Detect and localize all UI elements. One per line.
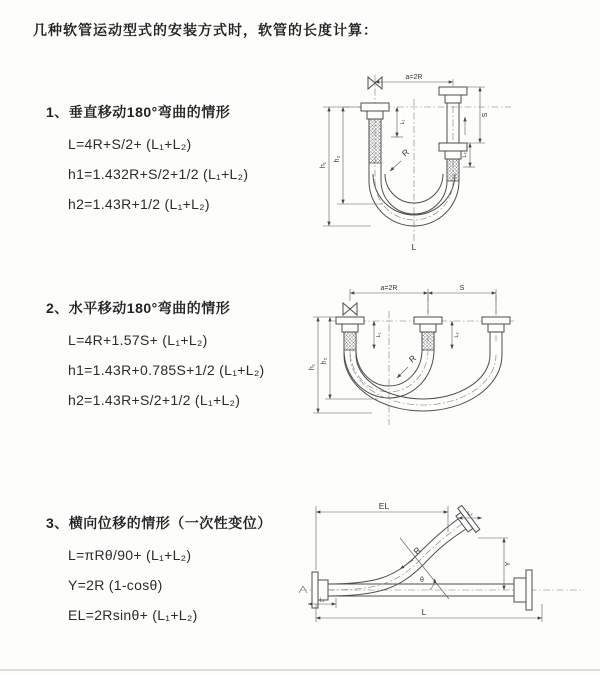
formula-line: L=4R+S/2+ (L₁+L₂) [68, 136, 192, 152]
dim-label-l1: L₁ [319, 597, 325, 604]
section-2-heading: 2、水平移动180°弯曲的情形 [46, 300, 231, 316]
dim-label-l2: L₂ [467, 511, 473, 517]
section-lateral-displacement [46, 513, 316, 637]
dim-label-a2r: a=2R [380, 285, 398, 292]
dim-label-a2r: a=2R [405, 74, 423, 81]
formula-line: h1=1.43R+0.785S+1/2 (L₁+L₂) [68, 362, 265, 378]
formula-line: EL=2Rsinθ+ (L₁+L₂) [68, 607, 198, 623]
scan-edge [0, 669, 600, 671]
formula-line: h2=1.43R+1/2 (L₁+L₂) [68, 196, 210, 212]
break-mark [299, 586, 307, 593]
dimensions [308, 501, 542, 622]
dim-label-y: Y [505, 561, 512, 567]
dim-label-s: S [482, 112, 489, 118]
braided-hose-section [369, 119, 381, 163]
diagram-vertical-180 [313, 73, 543, 253]
dim-label-l: L [411, 242, 417, 252]
dim-label-r: R [411, 545, 423, 557]
tilted-flange [453, 505, 480, 536]
dim-label-r: R [399, 146, 411, 159]
dim-label-el: EL [378, 501, 390, 511]
section-horizontal-180 [46, 298, 316, 422]
diagram-horizontal-180 [308, 283, 548, 455]
formula-line: L=4R+1.57S+ (L₁+L₂) [68, 332, 208, 348]
dim-label-h2: h₂ [334, 155, 341, 163]
dim-label-l2: L₂ [454, 332, 460, 338]
formula-line: h2=1.43R+S/2+1/2 (L₁+L₂) [68, 392, 241, 408]
left-flange [361, 103, 389, 119]
braided-hose-section [422, 332, 434, 350]
section-1-heading: 1、垂直移动180°弯曲的情形 [46, 104, 231, 120]
dim-label-h1: h₁ [309, 363, 316, 371]
dim-label-l1: L₁ [376, 332, 382, 338]
dim-label-l1: L₁ [400, 119, 406, 125]
diagram-lateral-displacement [296, 498, 591, 638]
flanges [336, 317, 510, 332]
dim-label-theta: θ [420, 577, 424, 584]
braided-hose-section [344, 332, 356, 350]
displaced-hose-position [328, 505, 480, 596]
dim-label-l: L [421, 607, 427, 617]
dim-label-l2: L₂ [462, 152, 468, 158]
dim-label-r: R [406, 352, 418, 365]
dim-label-s: S [459, 285, 465, 292]
dim-label-h1: h₁ [320, 161, 327, 169]
formula-line: L=πRθ/90+ (L₁+L₂) [68, 547, 192, 563]
centerlines [332, 295, 514, 425]
formula-line: Y=2R (1-cosθ) [68, 577, 163, 593]
dim-label-h2: h₂ [321, 357, 328, 365]
dimensions [309, 285, 496, 413]
section-3-heading: 3、横向位移的情形（一次性变位） [46, 515, 272, 531]
braided-hose-section [447, 159, 459, 181]
section-vertical-180 [46, 102, 316, 226]
document-title: 几种软管运动型式的安装方式时，软管的长度计算： [33, 22, 378, 38]
valve-icon [343, 303, 357, 315]
formula-line: h1=1.432R+S/2+1/2 (L₁+L₂) [68, 166, 249, 182]
